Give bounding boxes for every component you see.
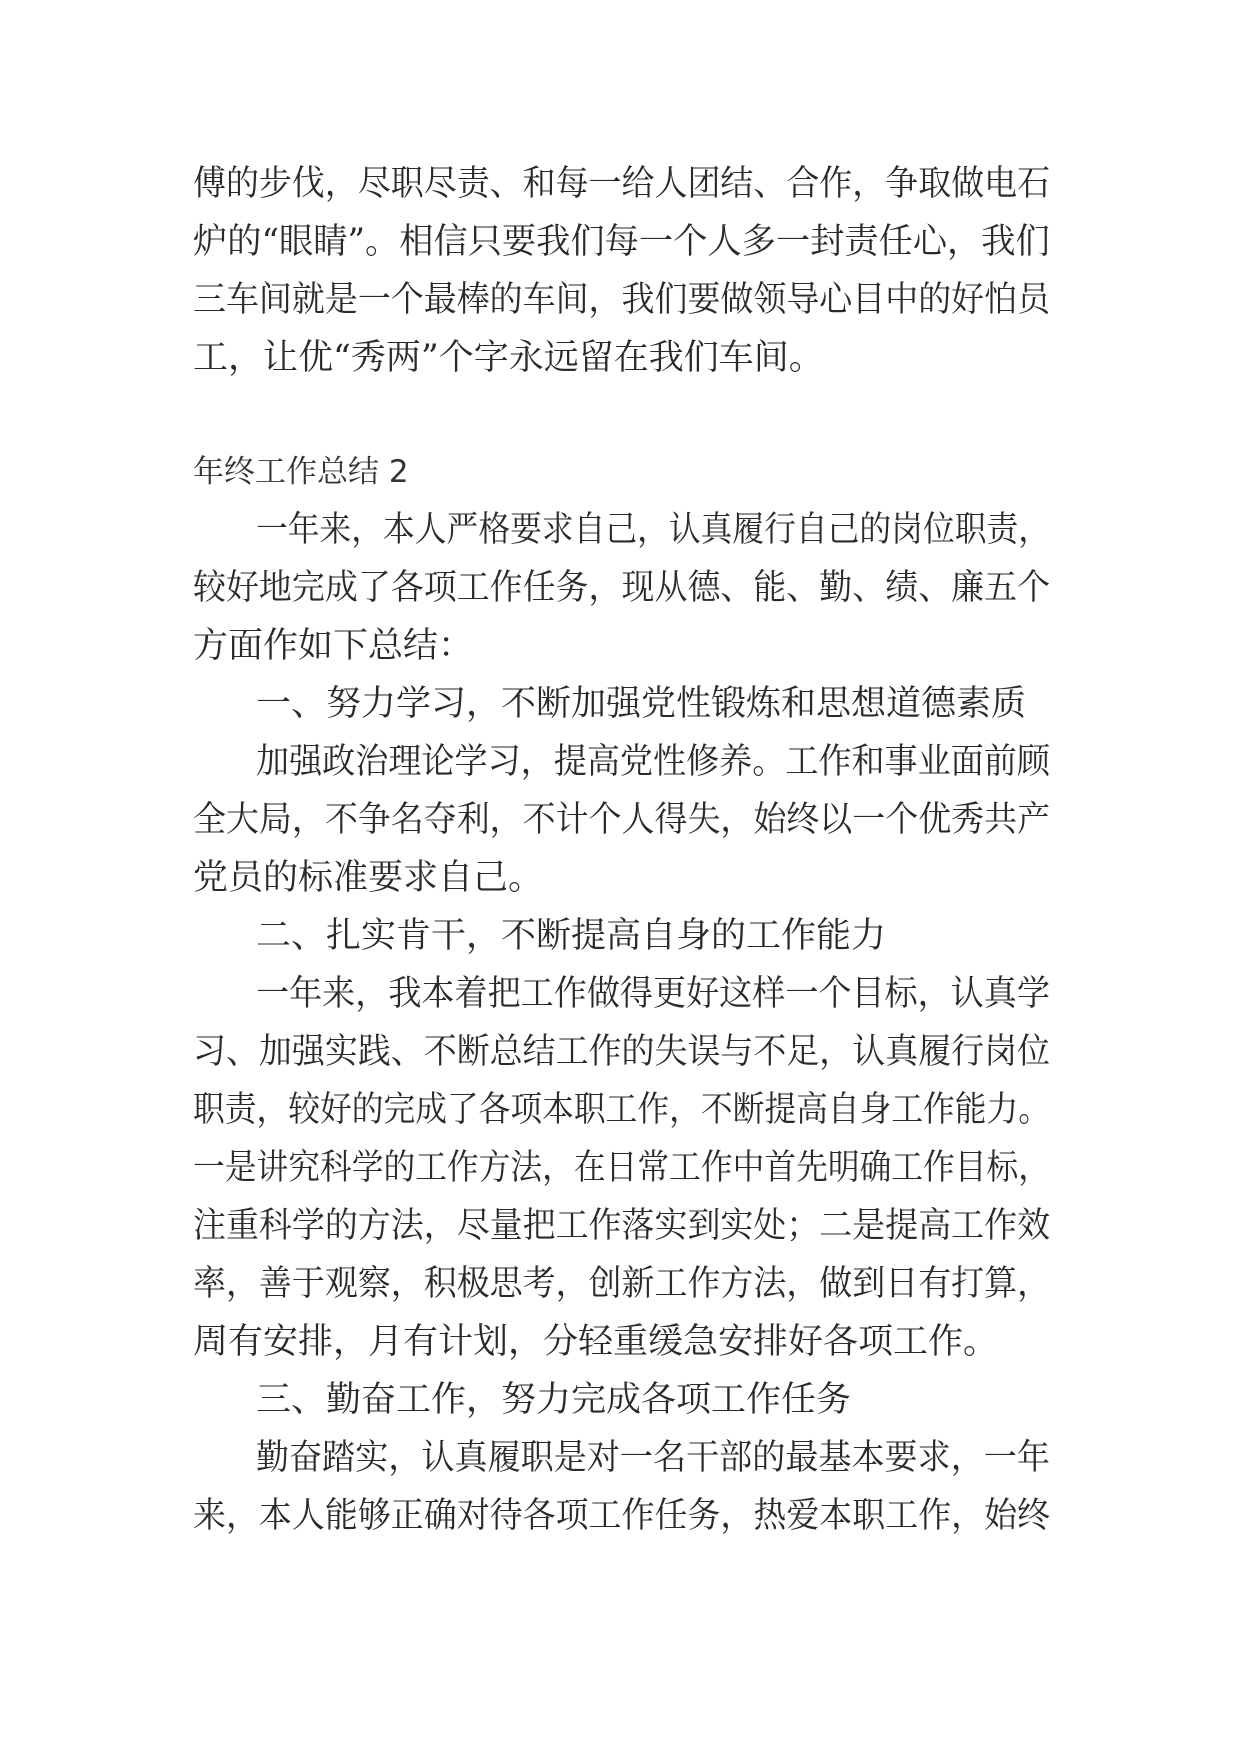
paragraph-line: 三车间就是一个最棒的车间，我们要做领导心目中的好怕员 [193, 280, 1051, 320]
item-heading: 三、勤奋工作，努力完成各项工作任务 [256, 1380, 852, 1420]
paragraph-line: 较好地完成了各项工作任务，现从德、能、勤、绩、廉五个 [193, 568, 1051, 608]
paragraph-line: 全大局，不争名夺利，不计个人得失，始终以一个优秀共产 [193, 800, 1051, 840]
paragraph-line: 一年来，本人严格要求自己，认真履行自己的岗位职责， [256, 510, 1050, 550]
paragraph-line: 党员的标准要求自己。 [193, 858, 544, 898]
paragraph-line: 一是讲究科学的工作方法，在日常工作中首先明确工作目标， [193, 1148, 1051, 1188]
paragraph-line: 率，善于观察，积极思考，创新工作方法，做到日有打算， [193, 1264, 1051, 1304]
paragraph-line: 注重科学的方法，尽量把工作落实到实处；二是提高工作效 [193, 1206, 1051, 1246]
paragraph-line: 周有安排，月有计划，分轻重缓急安排好各项工作。 [193, 1322, 999, 1362]
item-heading: 一、努力学习，不断加强党性锻炼和思想道德素质 [256, 684, 1027, 724]
paragraph-line: 炉的“眼睛”。相信只要我们每一个人多一封责任心，我们 [193, 222, 1050, 262]
paragraph-line: 加强政治理论学习，提高党性修养。工作和事业面前顾 [256, 742, 1050, 782]
paragraph-line: 一年来，我本着把工作做得更好这样一个目标，认真学 [256, 974, 1050, 1014]
paragraph-line: 勤奋踏实，认真履职是对一名干部的最基本要求，一年 [256, 1438, 1050, 1478]
paragraph-line: 来，本人能够正确对待各项工作任务，热爱本职工作，始终 [193, 1496, 1051, 1536]
paragraph-line: 傅的步伐，尽职尽责、和每一给人团结、合作，争取做电石 [193, 164, 1051, 204]
item-heading: 二、扎实肯干，不断提高自身的工作能力 [256, 916, 887, 956]
paragraph-line: 习、加强实践、不断总结工作的失误与不足，认真履行岗位 [193, 1032, 1051, 1072]
paragraph-line: 职责，较好的完成了各项本职工作，不断提高自身工作能力。 [193, 1090, 1051, 1130]
paragraph-line: 方面作如下总结： [193, 626, 474, 666]
section-title: 年终工作总结 2 [193, 454, 409, 490]
paragraph-line: 工，让优“秀两”个字永远留在我们车间。 [193, 338, 824, 378]
